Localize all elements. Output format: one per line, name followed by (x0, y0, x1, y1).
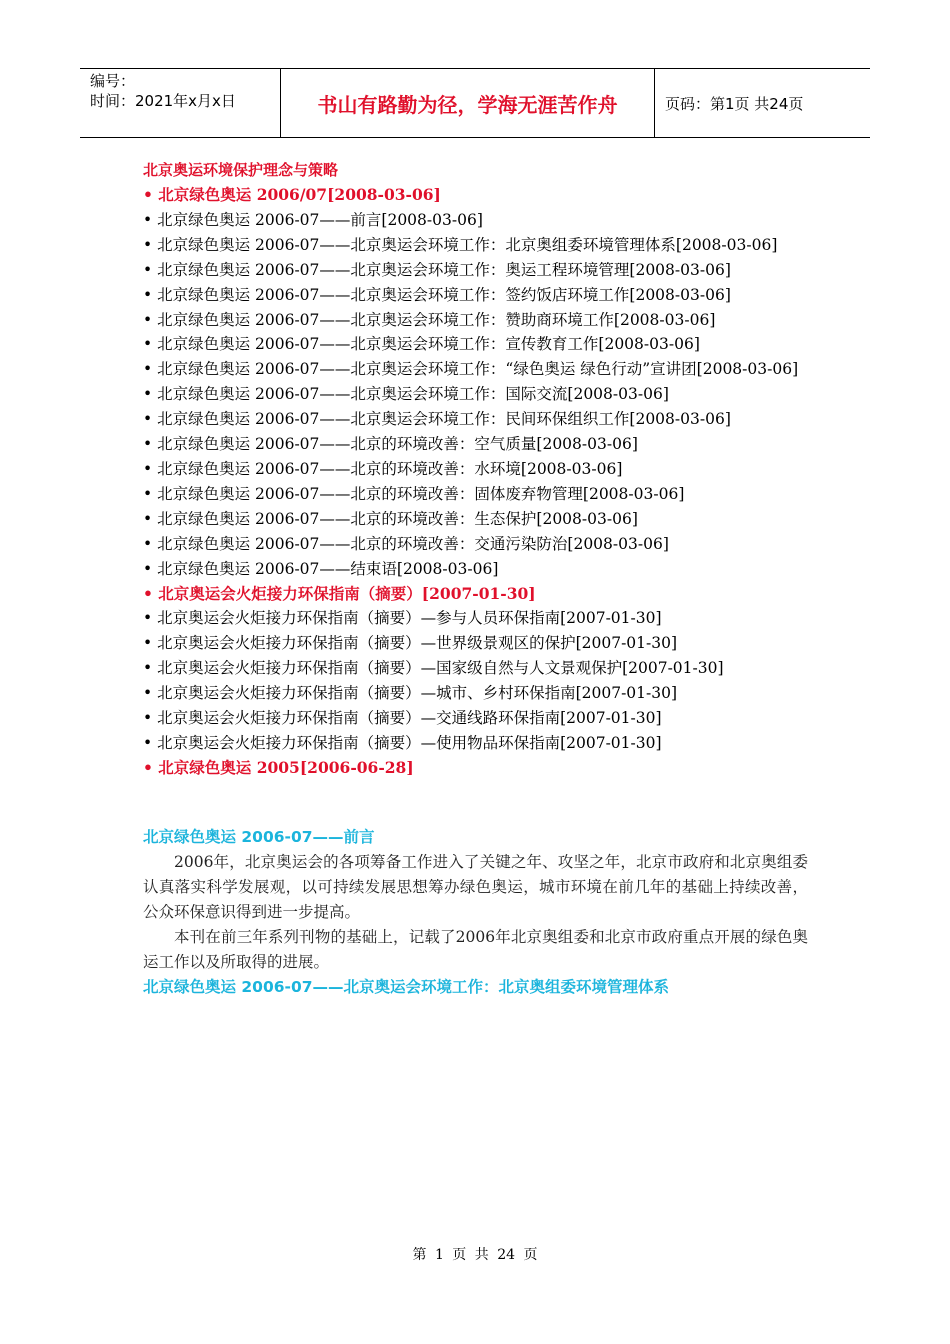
toc-title: 北京奥运环境保护理念与策略 (143, 161, 339, 179)
time-label: 时间：2021年x月x日 (90, 92, 236, 110)
toc-item[interactable]: • 北京绿色奥运 2006-07——结束语[2008-03-06] (143, 559, 499, 578)
header-page-info: 页码：第1页 共24页 (665, 94, 804, 113)
toc-item[interactable]: • 北京绿色奥运 2006/07[2008-03-06] (143, 185, 441, 204)
toc-item[interactable]: • 北京绿色奥运 2006-07——北京奥运会环境工作：签约饭店环境工作[2008-03-06] (143, 285, 731, 304)
toc-item[interactable]: • 北京绿色奥运 2006-07——北京的环境改善：交通污染防治[2008-03-06] (143, 534, 669, 553)
page-footer: 第 1 页 共 24 页 (412, 1247, 538, 1263)
header-motto: 书山有路勤为径，学海无涯苦作舟 (281, 69, 655, 137)
toc-item[interactable]: • 北京绿色奥运 2006-07——北京奥运会环境工作：北京奥组委环境管理体系[2008-03-06] (143, 235, 778, 254)
toc-item[interactable]: • 北京奥运会火炬接力环保指南（摘要）—国家级自然与人文景观保护[2007-01-30] (143, 659, 724, 678)
toc-list (143, 183, 808, 781)
header-left-cell (80, 69, 281, 137)
toc-item[interactable]: • 北京绿色奥运 2006-07——北京奥运会环境工作：国际交流[2008-03-06] (143, 385, 669, 404)
toc-item[interactable]: • 北京绿色奥运 2006-07——北京奥运会环境工作：赞助商环境工作[2008-03-06] (143, 310, 716, 329)
toc-item[interactable]: • 北京绿色奥运 2006-07——北京的环境改善：空气质量[2008-03-06] (143, 435, 638, 454)
toc-item[interactable]: • 北京奥运会火炬接力环保指南（摘要）—使用物品环保指南[2007-01-30] (143, 733, 662, 752)
toc-item[interactable]: • 北京奥运会火炬接力环保指南（摘要）—参与人员环保指南[2007-01-30] (143, 609, 662, 628)
toc-item[interactable]: • 北京绿色奥运 2006-07——北京的环境改善：水环境[2008-03-06] (143, 459, 623, 478)
section-heading: 北京绿色奥运 2006-07——前言 (143, 827, 375, 846)
toc-item[interactable]: • 北京绿色奥运 2006-07——北京的环境改善：固体废弃物管理[2008-03-06] (143, 484, 685, 503)
toc-item[interactable]: • 北京绿色奥运 2006-07——北京奥运会环境工作：民间环保组织工作[2008-03-06] (143, 410, 731, 429)
toc-item[interactable]: • 北京绿色奥运 2006-07——北京奥运会环境工作：宣传教育工作[2008-03-06] (143, 335, 700, 354)
spacer (143, 781, 808, 825)
toc-item[interactable]: • 北京奥运会火炬接力环保指南（摘要）—城市、乡村环保指南[2007-01-30] (143, 684, 678, 703)
toc-item[interactable]: • 北京绿色奥运 2005[2006-06-28] (143, 757, 414, 777)
toc-item[interactable]: • 北京绿色奥运 2006-07——北京的环境改善：生态保护[2008-03-06] (143, 509, 638, 528)
toc-item[interactable]: • 北京绿色奥运 2006-07——北京奥运会环境工作：“绿色奥运 绿色行动”宣讲团[2008-03-06] (143, 360, 799, 379)
paragraph: 2006年，北京奥运会的各项筹备工作进入了关键之年、攻坚之年，北京市政府和北京奥组委认真落实科学发展观，以可持续发展思想筹办绿色奥运，城市环境在前几年的基础上持续改善，公众环保意识得到进一步提高。 (143, 852, 808, 921)
toc-item[interactable]: • 北京绿色奥运 2006-07——前言[2008-03-06] (143, 210, 483, 229)
section-heading: 北京绿色奥运 2006-07——北京奥运会环境工作：北京奥组委环境管理体系 (143, 977, 670, 996)
document-header (80, 68, 870, 138)
paragraph: 本刊在前三年系列刊物的基础上，记载了2006年北京奥组委和北京市政府重点开展的绿色奥运工作以及所取得的进展。 (143, 927, 808, 971)
toc-item[interactable]: • 北京绿色奥运 2006-07——北京奥运会环境工作：奥运工程环境管理[2008-03-06] (143, 260, 731, 279)
toc-item[interactable]: • 北京奥运会火炬接力环保指南（摘要）—交通线路环保指南[2007-01-30] (143, 709, 662, 728)
document-body (143, 158, 808, 1000)
toc-item[interactable]: • 北京奥运会火炬接力环保指南（摘要）—世界级景观区的保护[2007-01-30] (143, 634, 678, 653)
toc-item[interactable]: • 北京奥运会火炬接力环保指南（摘要）[2007-01-30] (143, 583, 536, 603)
number-label: 编号： (90, 72, 136, 90)
